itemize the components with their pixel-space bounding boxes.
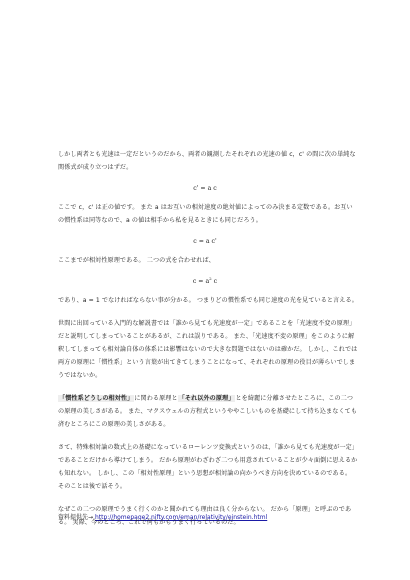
paragraph-3-text: ここまでが相対性原理である。 二つの式を合わせれば、 (58, 257, 215, 264)
source-link[interactable]: http://homepage2.nifty.com/eman/relativity/einstein.html (94, 514, 268, 521)
source-label: 資料提供先→ (58, 514, 95, 521)
paragraph-5 (58, 317, 358, 382)
paragraph-7-text: さて、特殊相対論の数式上の基礎になっているローレンツ変換式というのは、「誰から見ても光速度が一定」であることだけから導けてしまう。 だから原理がわざわざ二つも用意されていることが少々面倒に思えるかも知れない。 しかし、この「相対性原理」という思想が相対論の向かうべき方向を決めているのである。 そのことは後で話そう。 (58, 444, 358, 490)
paragraph-1 (58, 148, 358, 174)
equation-3-tail: c (211, 278, 218, 285)
paragraph-8-text: なぜこの二つの原理でうまく行くのかと聞かれても理由は良く分からない。 だから「原理」と呼ぶのである。 実際、今のところ、これで何もかもうまく行っているのだ。 (58, 506, 352, 526)
paragraph-6-mid: に関わる原理と (134, 395, 178, 402)
paragraph-8 (58, 503, 358, 529)
paragraph-2-text: ここで c，c' は正の値です。 また a はお互いの相対速度の絶対値によってのみ決まる定数である。お互いの慣性系は同等なので、a の値は相手から私を見るときにも同じだろう。 (58, 204, 353, 224)
paragraph-2 (58, 201, 358, 227)
paragraph-6 (58, 392, 358, 431)
paragraph-5-text: 世間に出回っている入門的な解説書では「誰から見ても光速度が一定」であることを「光速度不変の原理」だと説明してしまっていることがあるが、これは誤りである。 また、「光速度不変の原理」をこのように解釈してしまっても相対論自体の体系には影響はないので大きな問題ではないのは確かだ。 しかし、これでは両方の原理に「慣性系」という言葉が出てきてしまうことになって、それぞれの原理の役目が薄らいでしまうではないか。 (58, 320, 358, 379)
paragraph-3 (58, 254, 358, 267)
emphasis-other-principle: 「それ以外の原理」 (178, 395, 235, 402)
emphasis-relativity: 「慣性系どうしの相対性」 (59, 395, 134, 402)
paragraph-6-tail: とを綺麗に分離させたところに、この二つの原理の美しさがある。 また、マクスウェルの方程式というややこしいものを基礎にして持ち込まなくても済むところにこの原理の美しさがある。 (58, 395, 358, 428)
equation-1: c' = a c (193, 185, 217, 192)
equation-2: c = a c' (193, 238, 217, 245)
equation-3-exponent: 2 (209, 275, 212, 281)
equation-3-text: c = a (192, 278, 210, 285)
paragraph-7 (58, 441, 358, 493)
paragraph-1-text: しかし両者とも光速は一定だというのだから、両者の観測したそれぞれの光速の値 c，c' の間に次の単純な関係式が成り立つはずだ。 (58, 151, 356, 171)
paragraph-4-text: であり、a = 1 でなければならない事が分かる。 つまりどの慣性系でも同じ速度の光を見ていると言える。 (58, 297, 358, 304)
paragraph-4 (58, 294, 358, 307)
equation-3 (0, 277, 410, 286)
